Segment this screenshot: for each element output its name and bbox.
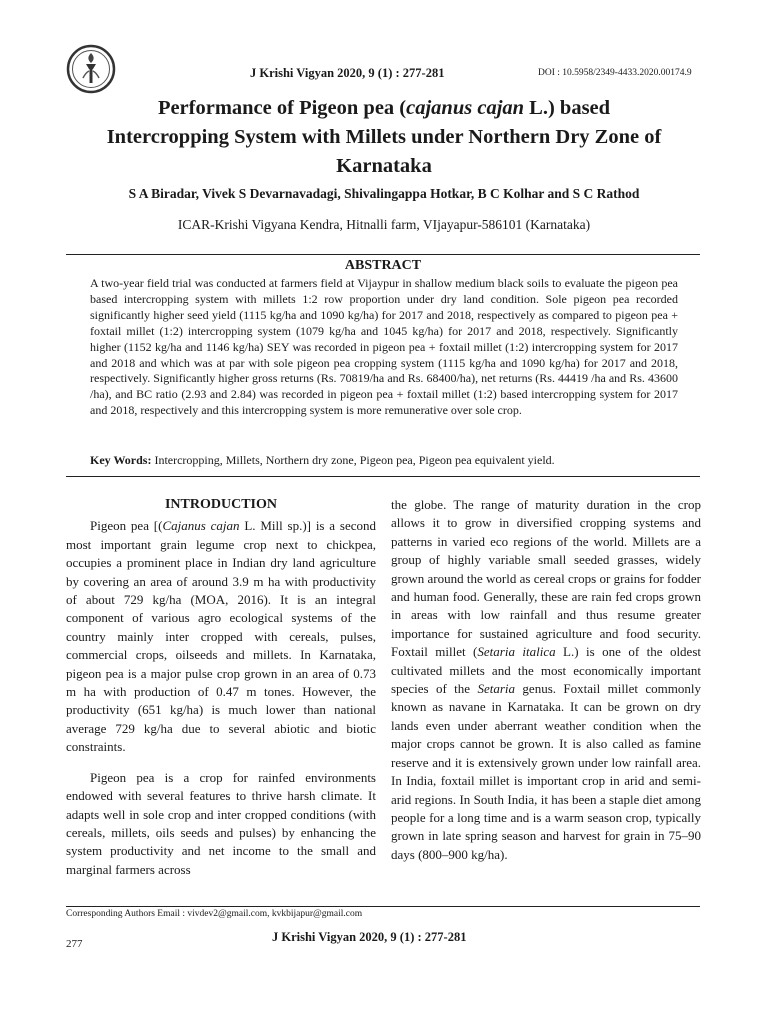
intro-paragraph-2: Pigeon pea is a crop for rainfed environments endowed with several features to thrive harsh climate. It adapts well in sole crop and inter cropped conditions (with cereals, millets, oils seeds and pulses) by enhancing the system productivity and net income to the small and marginal farmers across: [66, 769, 376, 877]
keywords-list: Intercropping, Millets, Northern dry zone, Pigeon pea, Pigeon pea equivalent yield.: [154, 453, 555, 467]
title-line2: Intercropping System with Millets under Northern Dry Zone of: [106, 126, 662, 148]
abstract-body: A two-year field trial was conducted at farmers field at Vijaypur in shallow medium black soils to evaluate the pigeon pea based intercropping system with millets 1:2 row proportion under dry land condition. Sole pigeon pea recorded significantly higher seed yield (1115 kg/ha and 1090 kg/ha) for 2017 and 2018, respectively as compared to pigeon pea + foxtail millet (1:2) intercropping system (1079 kg/ha and 1045 kg/ha) for 2017 and 2018, respectively. Significantly higher (1152 kg/ha and 1146 kg/ha) SEY was recorded in pigeon pea + foxtail millet (1:2) intercropping system for 2017 and 2018 and which was at par with sole pigeon pea cropping system (1115 kg/ha and 1090 kg/ha) for 2017 and 2018, respectively. Significantly higher gross returns (Rs. 70819/ha and Rs. 68400/ha), net returns (Rs. 44419 /ha and Rs. 43600 /ha), and BC ratio (2.93 and 2.84) was recorded in pigeon pea + foxtail millet (1:2) based intercropping system for 2017 and 2018, respectively and this intercropping system is more remunerative over sole crop.: [90, 276, 678, 418]
abstract-bottom-rule: [66, 476, 700, 477]
footnote-rule: [66, 906, 700, 907]
corresponding-email: Corresponding Authors Email : vivdev2@gmail.com, kvkbijapur@gmail.com: [66, 909, 363, 919]
introduction-heading: INTRODUCTION: [164, 497, 277, 512]
intro-paragraph-1: Pigeon pea [(Cajanus cajan L. Mill sp.)] is a second most important grain legume crop next to chickpea, occupies a prominent place in Indian dry land agriculture by covering an area of around 3.9 m ha with productivity of about 729 kg/ha (MOA, 2016). It is an integral component of various agro ecological systems of the country mainly inter cropped with cereals, pulses, commercial crops, oilseeds and millets. In Karnataka, pigeon pea is a major pulse crop grown in an area of 0.73 m ha with production of 0.47 m tones. However, the productivity (651 kg/ha) is much lower than national average 729 kg/ha due to several abiotic and biotic constraints.: [66, 518, 376, 755]
title-line1-suffix: L.) based: [524, 97, 611, 119]
footer-journal-citation: J Krishi Vigyan 2020, 9 (1) : 277-281: [272, 930, 467, 944]
keywords-line: [90, 453, 690, 468]
abstract-heading: ABSTRACT: [344, 258, 422, 273]
affiliation: ICAR-Krishi Vigyana Kendra, Hitnalli farm, VIjayapur-586101 (Karnataka): [177, 217, 591, 232]
title-line3: Karnataka: [336, 155, 432, 177]
title-line1-prefix: Performance of Pigeon pea (: [157, 97, 407, 119]
intro-paragraph-3: the globe. The range of maturity duration in the crop allows it to grow in diversified cropping systems and patterns in varied eco regions of the world. Millets are a group of highly variable small seeded grasses, widely grown around the world as cereal crops or grains for fodder and human food. Generally, these are rain fed crops grown in areas with low rainfall and thus resume greater importance for sustained agriculture and food security. Foxtail millet (Setaria italica L.) is one of the oldest cultivated millets and the most economically important species of the Setaria genus. Foxtail millet commonly known as navane in Karnataka. It can be grown on dry lands even under aberrant weather condition when the major crops cannot be grown. It is also called as famine reserve and it is extensively grown under low rainfall area. In India, foxtail millet is important crop in arid and semi-arid regions. In South India, it has been a staple diet among people for a long time and is a warm season crop, typically grown in late spring season and harvest for grain in 75–90 days (800–900 kg/ha).: [391, 497, 701, 862]
journal-citation-header: J Krishi Vigyan 2020, 9 (1) : 277-281: [250, 66, 445, 80]
right-column: [391, 496, 701, 864]
author-list: S A Biradar, Vivek S Devarnavadagi, Shivalingappa Hotkar, B C Kolhar and S C Rathod: [128, 186, 640, 201]
abstract-top-rule: [66, 254, 700, 255]
keywords-label: Key Words:: [90, 453, 152, 467]
page-number: 277: [66, 938, 83, 950]
title-species-italic: cajanus cajan: [406, 97, 525, 119]
left-column: [66, 496, 376, 879]
doi-label: DOI : 10.5958/2349-4433.2020.00174.9: [538, 68, 692, 78]
journal-torch-logo-icon: [66, 44, 116, 94]
paper-title: [40, 94, 728, 181]
